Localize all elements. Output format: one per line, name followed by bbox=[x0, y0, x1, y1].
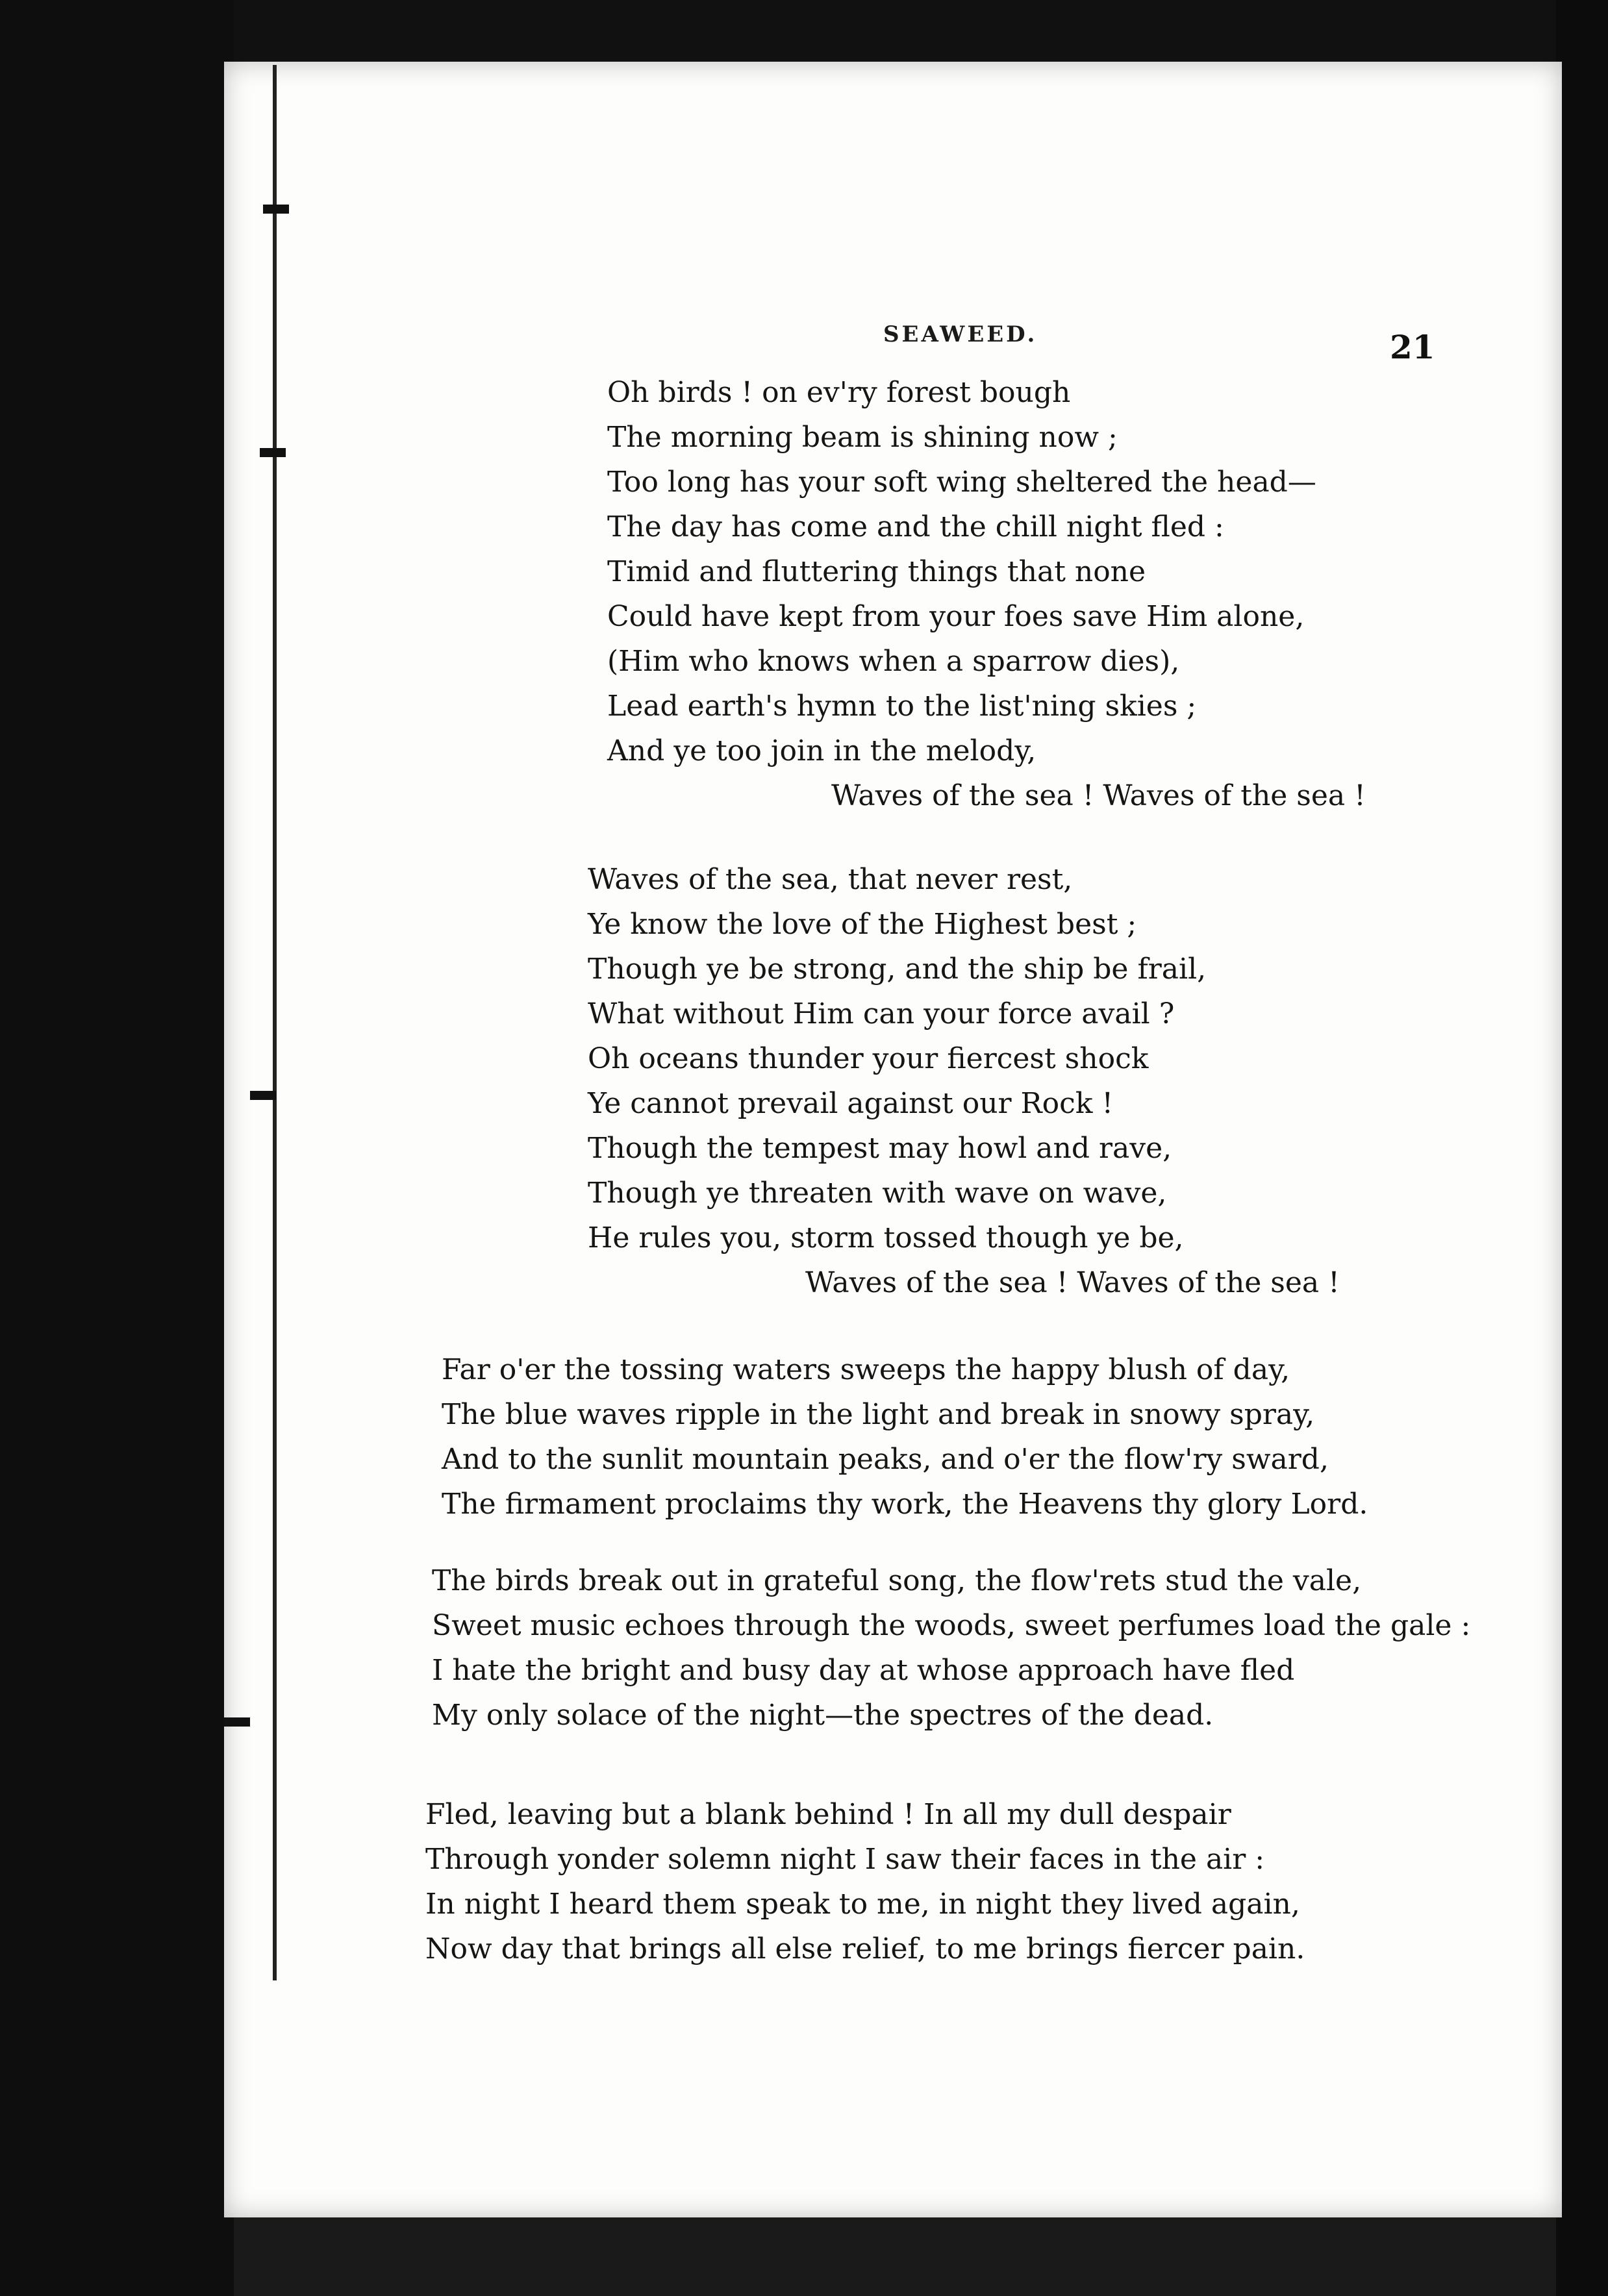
poem-line: Lead earth's hymn to the list'ning skies ; bbox=[607, 690, 1197, 723]
binding-mark bbox=[260, 448, 286, 457]
refrain-line: Waves of the sea ! Waves of the sea ! bbox=[831, 779, 1366, 812]
poem-line: Ye cannot prevail against our Rock ! bbox=[588, 1087, 1114, 1120]
poem-line: The morning beam is shining now ; bbox=[607, 421, 1118, 454]
stanza bbox=[442, 1347, 1368, 1527]
running-title: SEAWEED. bbox=[883, 321, 1038, 347]
poem-line: Though the tempest may howl and rave, bbox=[588, 1132, 1172, 1165]
poem-line: The firmament proclaims thy work, the Heavens thy glory Lord. bbox=[442, 1488, 1368, 1521]
poem-line: Though ye threaten with wave on wave, bbox=[588, 1177, 1167, 1210]
poem-line: Timid and fluttering things that none bbox=[607, 555, 1146, 588]
poem-line: In night I heard them speak to me, in night they lived again, bbox=[425, 1888, 1300, 1921]
poem-line: Far o'er the tossing waters sweeps the happy blush of day, bbox=[442, 1353, 1290, 1386]
poem-line: Waves of the sea, that never rest, bbox=[588, 863, 1073, 896]
poem-line: Too long has your soft wing sheltered the head— bbox=[607, 466, 1316, 499]
poem-line: Oh oceans thunder your fiercest shock bbox=[588, 1042, 1149, 1075]
poem-line: Fled, leaving but a blank behind ! In all my dull despair bbox=[425, 1798, 1231, 1831]
stanza bbox=[432, 1558, 1470, 1738]
scan-border-top bbox=[0, 0, 1608, 71]
poem-line: The day has come and the chill night fled : bbox=[607, 510, 1224, 543]
poem-line: What without Him can your force avail ? bbox=[588, 997, 1175, 1030]
poem-line: And to the sunlit mountain peaks, and o'er the flow'ry sward, bbox=[442, 1443, 1329, 1476]
binding-mark bbox=[224, 1717, 250, 1727]
poem-line: Could have kept from your foes save Him alone, bbox=[607, 600, 1305, 633]
page-number: 21 bbox=[1390, 328, 1435, 366]
binding-mark bbox=[263, 205, 289, 214]
poem-line: My only solace of the night—the spectres of the dead. bbox=[432, 1699, 1214, 1732]
poem-line: I hate the bright and busy day at whose approach have fled bbox=[432, 1654, 1295, 1687]
stanza bbox=[607, 370, 1366, 818]
binding-mark bbox=[250, 1091, 276, 1100]
poem-line: Ye know the love of the Highest best ; bbox=[588, 908, 1137, 941]
poem-line: The birds break out in grateful song, the flow'rets stud the vale, bbox=[432, 1564, 1362, 1597]
poem-line: And ye too join in the melody, bbox=[607, 734, 1036, 767]
poem-line: Oh birds ! on ev'ry forest bough bbox=[607, 376, 1071, 409]
stanza bbox=[425, 1792, 1305, 1971]
poem-line: Though ye be strong, and the ship be frail, bbox=[588, 953, 1207, 986]
poem-line: Through yonder solemn night I saw their faces in the air : bbox=[425, 1843, 1265, 1876]
poem-line: (Him who knows when a sparrow dies), bbox=[607, 645, 1180, 678]
stanza bbox=[588, 857, 1340, 1305]
refrain-line: Waves of the sea ! Waves of the sea ! bbox=[805, 1266, 1340, 1299]
poem-line: He rules you, storm tossed though ye be, bbox=[588, 1221, 1184, 1254]
page-header bbox=[0, 321, 1608, 366]
poem-line: Now day that brings all else relief, to me brings fiercer pain. bbox=[425, 1932, 1305, 1965]
poem-line: The blue waves ripple in the light and break in snowy spray, bbox=[442, 1398, 1315, 1431]
poem-line: Sweet music echoes through the woods, sweet perfumes load the gale : bbox=[432, 1609, 1471, 1642]
